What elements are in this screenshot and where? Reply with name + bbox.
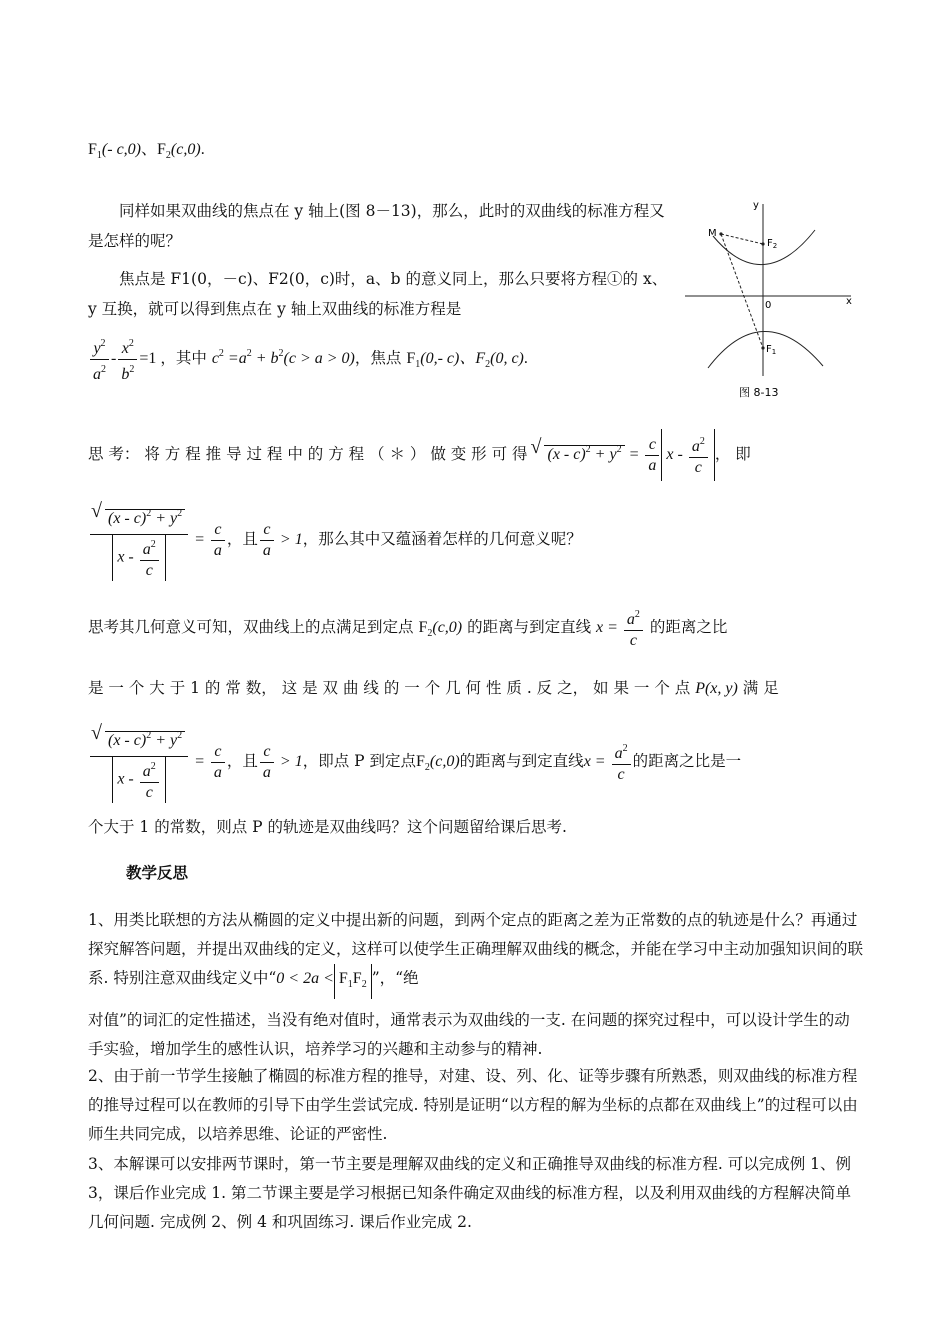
eq-minus: - <box>111 350 117 367</box>
paragraph-y-axis: 同样如果双曲线的焦点在 y 轴上(图 8－13)，那么，此时的双曲线的标准方程又是怎样的呢？ <box>88 202 665 250</box>
relation-c-a-b: $c^2 =a^2 + b^2(c > a > 0)$ <box>211 348 355 367</box>
ratio-fraction: √ $(x - c)^2 + y^2$ x - $\frac{a^2}{c}$ = $\frac{c}{a}$ <box>88 531 227 548</box>
think2-tail: ，那么其中又蕴涵着怎样的几何意义呢？ <box>302 530 582 548</box>
figure-8-13 <box>683 196 858 411</box>
f2-args: (c,0) <box>170 141 201 158</box>
x-axis-label: x <box>846 296 852 307</box>
rel-c: c <box>211 350 219 367</box>
text-focus: ，焦点 <box>354 349 402 367</box>
sep: 、 <box>141 141 158 158</box>
reflect1-a: 1、用类比联想的方法从椭圆的定义中提出新的问题，到两个定点的距离之差为正常数的点的轨迹是什么？再通过探究解答问题，并提出双曲线的定义，这样可以使学生正确理解双曲线的概念，并能在学习中主动加强知识间的联系. 特别注意双曲线定义中“ <box>88 911 864 987</box>
think1-lead: 思 考： 将 方 程 推 导 过 程 中 的 方 程 （ ＊ ） 做 变 形 可 得 <box>88 445 528 463</box>
think-line-5: √ $(x - c)^2 + y^2$ x - $\frac{a^2}{c}$ = $\frac{c}{a}$ ，且 $\frac{c}{a}$ > 1，即点 P 到定点$F_2(c,0)$的距离与到定直线x = $\frac{a^2}{c}$ 的距离之比是一 <box>88 718 863 811</box>
think-line-6: 个大于 1 的常数，则点 P 的轨迹是双曲线吗？这个问题留给课后思考. <box>88 818 567 836</box>
fy1: F <box>406 350 416 367</box>
end-dot: . <box>200 141 205 158</box>
eq-t1-den: a <box>93 365 101 383</box>
think5-d: 的距离之比是一 <box>632 752 742 770</box>
figure-caption: 图 8-13 <box>739 386 779 399</box>
reflection-1-cont: 对值”的词汇的定性描述，当没有绝对值时，通常表示为双曲线的一支. 在问题的探究过程中，可以设计学生的动手实验，增加学生的感性认识，培养学习的兴趣和主动参与的精神. <box>88 1011 850 1058</box>
f2-subscript: 2 <box>165 150 171 161</box>
f1-subscript: 1 <box>96 150 102 161</box>
rel-cond: (c > a > 0) <box>283 350 355 367</box>
think-line-1 <box>88 424 863 481</box>
reflection-2: 2、由于前一节学生接触了椭圆的标准方程的推导，对建、设、列、化、证等步骤有所熟悉，则双曲线的标准方程的推导过程可以在教师的引导下由学生尝试完成. 特别是证明“以方程的解为坐标的点都在双曲线上”的过程可以由师生共同完成，以培养思维、论证的严密性. <box>88 1067 858 1143</box>
equation-y-axis-line <box>88 330 668 389</box>
eq-rhs: =1 <box>139 350 157 367</box>
rel-a: =a <box>227 350 247 367</box>
foci-y-axis: $F_1(0,-$ c)、$F_2(0$, c). <box>406 350 528 370</box>
think4-b: 满 足 <box>742 679 779 697</box>
fy2-args: (0, c) <box>490 350 524 367</box>
point-f1 <box>761 346 764 349</box>
y-axis-label: y <box>753 200 759 211</box>
think5-c: 的距离与到定直线 <box>459 752 584 770</box>
think4-a: 是 一 个 大 于 1 的 常 数， 这 是 双 曲 线 的 一 个 几 何 性 质 . 反 之， 如 果 一 个 点 <box>88 679 691 697</box>
mf2-dashed <box>721 234 763 244</box>
heading-teaching-reflection: 教学反思 <box>126 863 189 882</box>
f1-label: $F_1$ <box>766 344 777 356</box>
fy1-args: (0,- c)、F <box>420 350 486 367</box>
m-label: M <box>708 228 717 239</box>
foci-x-axis-line <box>88 134 863 171</box>
reflection-1: 1、用类比联想的方法从椭圆的定义中提出新的问题，到两个定点的距离之差为正常数的点的轨迹是什么？再通过探究解答问题，并提出双曲线的定义，这样可以使学生正确理解双曲线的概念，并能在学习中主动加强知识间的联系. 特别注意双曲线定义中“$0 < 2a < F_1F_2$ ”，“绝 <box>88 906 863 999</box>
eq-t2-den: b <box>121 365 130 383</box>
point-f2 <box>761 242 764 245</box>
origin-label: 0 <box>765 300 772 311</box>
think5-a: ，且 <box>226 752 258 770</box>
think3-b: 的距离与到定直线 <box>467 618 592 636</box>
eq-t1-num: y <box>93 339 101 357</box>
rel-b: + b <box>255 350 279 367</box>
think5-b: ，即点 P 到定点 <box>302 752 416 770</box>
standard-equation-y: $\frac{y^2}{a^2}$ - $\frac{x^2}{b^2}$ =1 <box>88 350 160 367</box>
reflection-3: 3、本解课可以安排两节课时，第一节主要是理解双曲线的定义和正确推导双曲线的标准方程. 可以完成例 1、例 3，课后作业完成 1. 第二节课主要是学习根据已知条件确定双曲线的标准方程，以及利用双曲线的方程解决简单几何问题. 完成例 2、例 4 和巩固练习. 课后作业完成 2. <box>88 1155 852 1231</box>
f1-args: (- c,0) <box>101 141 141 158</box>
paragraph-swap-xy: 焦点是 F1(0，－c)、F2(0，c)时，a、b 的意义同上，那么只要将方程①的 x、y 互换，就可以得到焦点在 y 轴上双曲线的标准方程是 <box>88 270 668 318</box>
text-where: ，其中 <box>160 349 207 367</box>
sqrt-ratio-expression: √ $(x - c)^2 + y^2$ = $\frac{c}{a}$ x - $\frac{a^2}{c}$ <box>532 446 714 463</box>
reflect1-ineq: 0 < 2a < <box>276 970 334 987</box>
think3-a: 思考其几何意义可知，双曲线上的点满足到定点 <box>88 618 414 636</box>
point-m <box>719 232 722 235</box>
fy-end: . <box>523 350 528 367</box>
think-line-4: 是 一 个 大 于 1 的 常 数， 这 是 双 曲 线 的 一 个 几 何 性 质 . 反 之， 如 果 一 个 点 P(x, y) 满 足 <box>88 679 779 697</box>
think3-c: 的距离之比 <box>649 618 728 636</box>
think-line-3: 思考其几何意义可知，双曲线上的点满足到定点 $F_2(c,0)$ 的距离与到定直线 x = $\frac{a^2}{c}$ 的距离之比 <box>88 602 863 659</box>
f2-label: $F_2$ <box>767 238 778 250</box>
reflect1-b: ”，“绝 <box>371 969 419 987</box>
f2-symbol: F <box>157 141 166 158</box>
upper-branch <box>713 230 815 265</box>
eq-t2-num: x <box>121 339 129 357</box>
f1-symbol: F <box>88 141 97 158</box>
think1-tail: ， 即 <box>714 445 751 463</box>
think-line-2: √ $(x - c)^2 + y^2$ x - $\frac{a^2}{c}$ = $\frac{c}{a}$ ，且 $\frac{c}{a}$ > 1，那么其中又蕴涵着怎样的几何意义呢？ <box>88 496 863 583</box>
think2-mid: ，且 <box>226 530 258 548</box>
